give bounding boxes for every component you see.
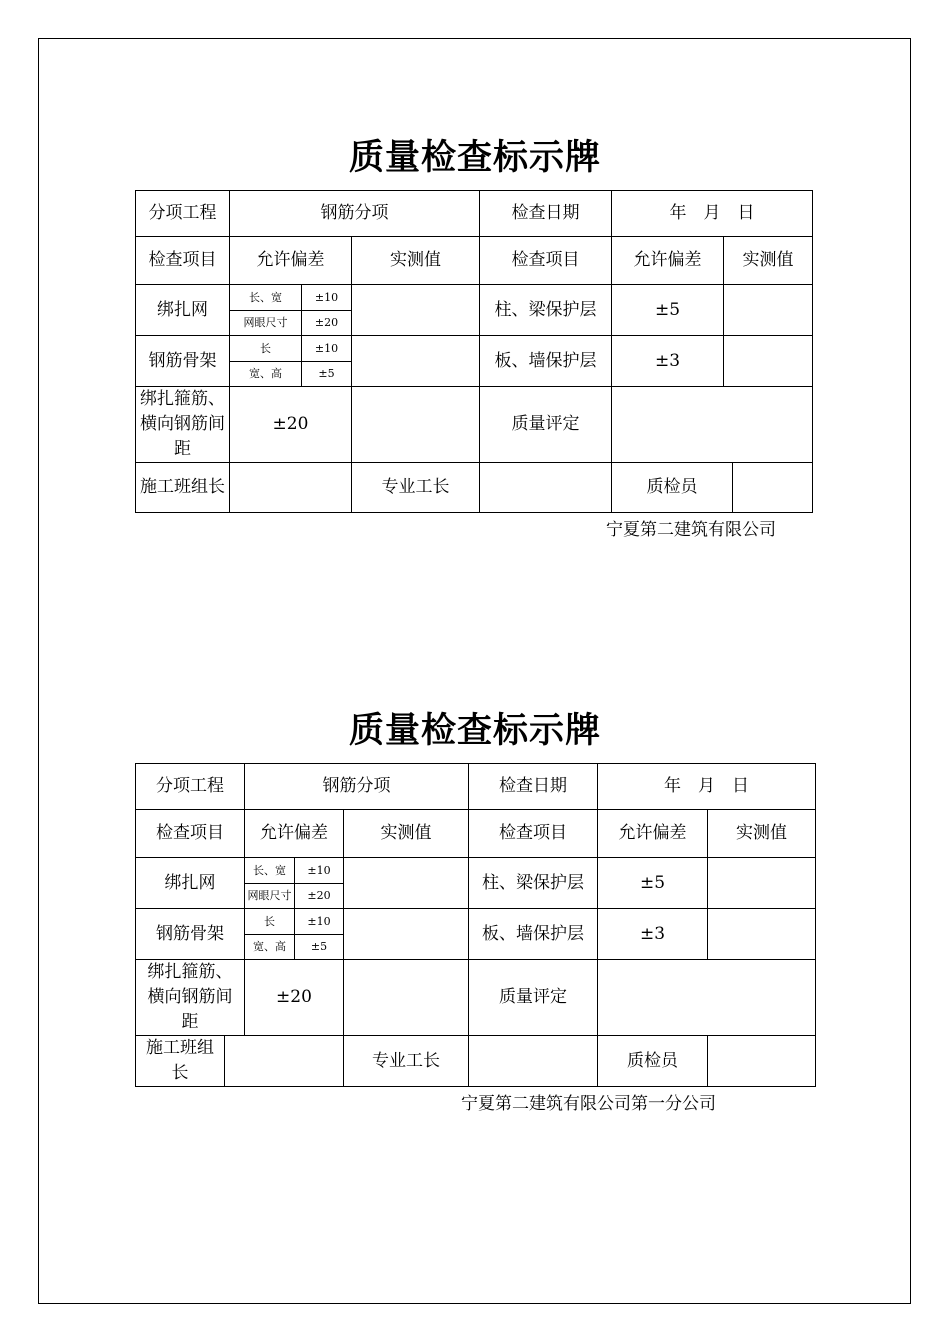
inspect-date-label: 检查日期 — [480, 191, 612, 237]
quality-rating-value — [612, 387, 813, 463]
team-leader-value — [225, 1036, 344, 1087]
col-tolerance: 允许偏差 — [230, 237, 352, 285]
sub-project-label: 分项工程 — [136, 191, 230, 237]
slab-wall-cover-tol: ±3 — [612, 336, 724, 387]
column-beam-cover-tol: ±5 — [612, 285, 724, 336]
team-leader-label: 施工班组长 — [136, 1036, 225, 1087]
row-cage: 钢筋骨架 — [136, 336, 230, 387]
cage-width-height-tol: ±5 — [295, 935, 344, 960]
cage-width-height-tol: ±5 — [302, 362, 352, 387]
col-tolerance-2: 允许偏差 — [612, 237, 724, 285]
measured-cell — [344, 960, 469, 1036]
inspect-date-label: 检查日期 — [469, 764, 598, 810]
col-item: 检查项目 — [136, 237, 230, 285]
measured-cell — [724, 336, 813, 387]
company-name: 宁夏第二建筑有限公司 — [606, 520, 776, 540]
col-item: 检查项目 — [136, 810, 245, 858]
stirrup-spacing-tol: ±20 — [245, 960, 344, 1036]
column-beam-cover: 柱、梁保护层 — [469, 858, 598, 909]
measured-cell — [708, 909, 816, 960]
stirrup-spacing-tol: ±20 — [230, 387, 352, 463]
sign-title: 质量检查标示牌 — [348, 138, 601, 178]
measured-cell — [352, 285, 480, 336]
measured-cell — [352, 336, 480, 387]
row-stirrup-spacing: 绑扎箍筋、横向钢筋间距 — [136, 387, 230, 463]
cage-len: 长 — [245, 909, 295, 935]
sub-project-value: 钢筋分项 — [230, 191, 480, 237]
row-cage: 钢筋骨架 — [136, 909, 245, 960]
row-mesh: 绑扎网 — [136, 285, 230, 336]
col-measured: 实测值 — [352, 237, 480, 285]
mesh-eye-size-tol: ±20 — [302, 311, 352, 336]
sub-project-label: 分项工程 — [136, 764, 245, 810]
slab-wall-cover: 板、墙保护层 — [469, 909, 598, 960]
cage-len: 长 — [230, 336, 302, 362]
col-tolerance: 允许偏差 — [245, 810, 344, 858]
measured-cell — [344, 909, 469, 960]
date-value: 年 月 日 — [598, 764, 816, 810]
cage-width-height: 宽、高 — [245, 935, 295, 960]
team-leader-label: 施工班组长 — [136, 463, 230, 513]
measured-cell — [344, 858, 469, 909]
column-beam-cover-tol: ±5 — [598, 858, 708, 909]
cage-len-tol: ±10 — [295, 909, 344, 935]
foreman-value — [469, 1036, 598, 1087]
mesh-len-width: 长、宽 — [245, 858, 295, 884]
slab-wall-cover: 板、墙保护层 — [480, 336, 612, 387]
slab-wall-cover-tol: ±3 — [598, 909, 708, 960]
inspection-table — [135, 763, 816, 1087]
column-beam-cover: 柱、梁保护层 — [480, 285, 612, 336]
date-value: 年 月 日 — [612, 191, 813, 237]
sub-project-value: 钢筋分项 — [245, 764, 469, 810]
measured-cell — [352, 387, 480, 463]
cage-width-height: 宽、高 — [230, 362, 302, 387]
mesh-eye-size: 网眼尺寸 — [230, 311, 302, 336]
team-leader-value — [230, 463, 352, 513]
quality-rating-value — [598, 960, 816, 1036]
mesh-eye-size: 网眼尺寸 — [245, 884, 295, 909]
foreman-label: 专业工长 — [352, 463, 480, 513]
inspector-value — [708, 1036, 816, 1087]
inspector-value — [733, 463, 813, 513]
measured-cell — [708, 858, 816, 909]
row-stirrup-spacing: 绑扎箍筋、横向钢筋间距 — [136, 960, 245, 1036]
mesh-len-width-tol: ±10 — [302, 285, 352, 311]
col-measured-2: 实测值 — [724, 237, 813, 285]
col-measured: 实测值 — [344, 810, 469, 858]
row-mesh: 绑扎网 — [136, 858, 245, 909]
measured-cell — [724, 285, 813, 336]
foreman-label: 专业工长 — [344, 1036, 469, 1087]
foreman-value — [480, 463, 612, 513]
col-tolerance-2: 允许偏差 — [598, 810, 708, 858]
company-name: 宁夏第二建筑有限公司第一分公司 — [461, 1094, 716, 1114]
sign-title: 质量检查标示牌 — [348, 711, 601, 751]
col-item-2: 检查项目 — [480, 237, 612, 285]
quality-rating-label: 质量评定 — [480, 387, 612, 463]
mesh-eye-size-tol: ±20 — [295, 884, 344, 909]
cage-len-tol: ±10 — [302, 336, 352, 362]
inspection-table — [135, 190, 813, 513]
mesh-len-width: 长、宽 — [230, 285, 302, 311]
quality-rating-label: 质量评定 — [469, 960, 598, 1036]
mesh-len-width-tol: ±10 — [295, 858, 344, 884]
inspector-label: 质检员 — [612, 463, 733, 513]
inspector-label: 质检员 — [598, 1036, 708, 1087]
col-measured-2: 实测值 — [708, 810, 816, 858]
col-item-2: 检查项目 — [469, 810, 598, 858]
